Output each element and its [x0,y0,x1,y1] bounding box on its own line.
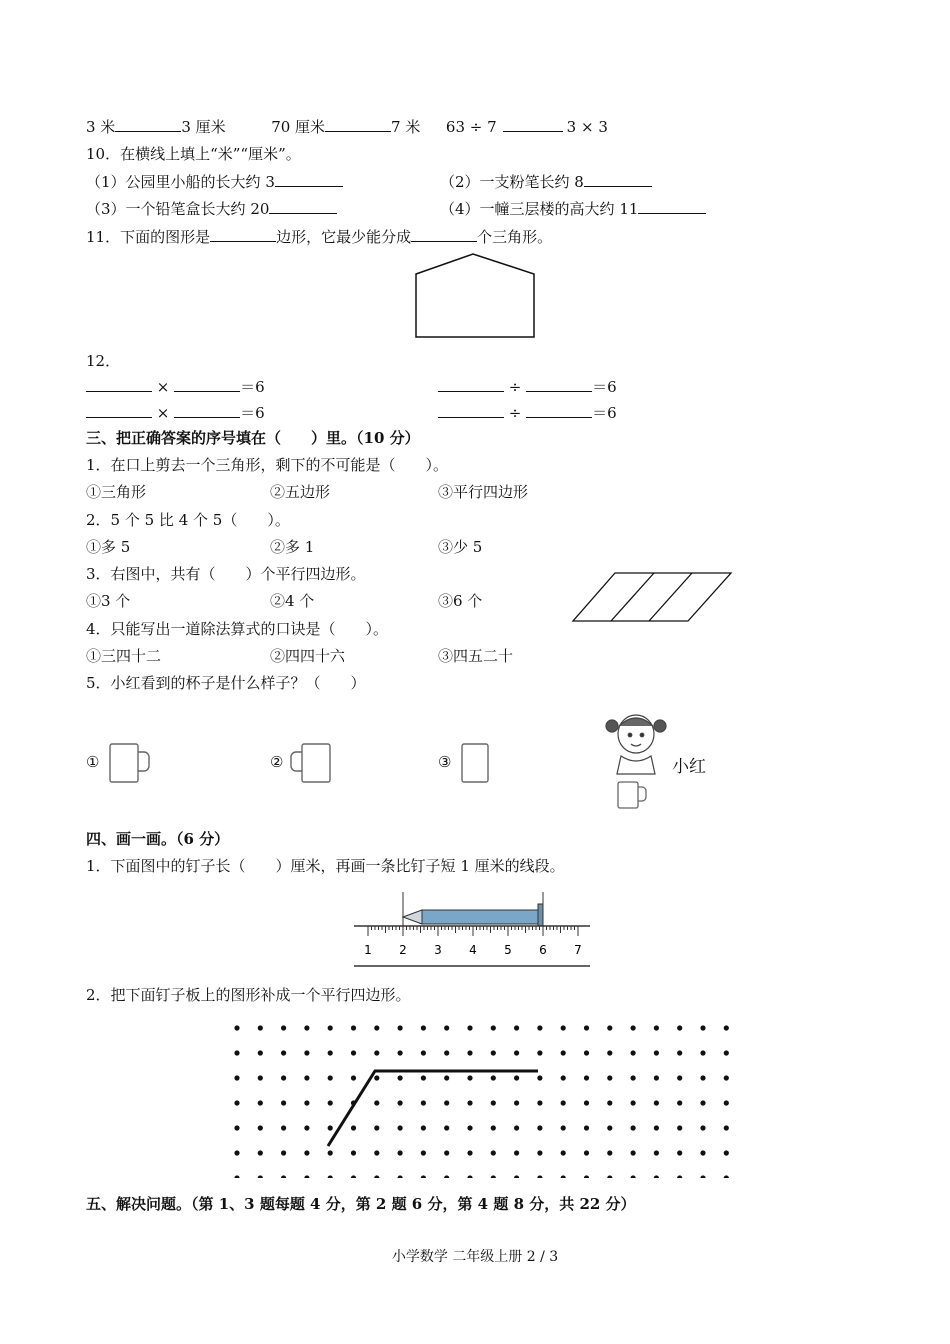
peg-dot [537,1150,542,1155]
peg-dot [444,1050,449,1055]
peg-dot [677,1175,682,1178]
peg-dot [398,1175,403,1178]
peg-dot [537,1100,542,1105]
peg-dot [281,1075,286,1080]
ruler-tick-label: 2 [399,943,407,957]
peg-dot [398,1050,403,1055]
peg-dot [514,1150,519,1155]
peg-dot [374,1075,379,1080]
answer-blank[interactable] [526,378,592,392]
peg-dot [631,1075,636,1080]
peg-dot [654,1050,659,1055]
q10-item-4: （4）一幢三层楼的高大约 11 [440,200,706,218]
peg-dot [491,1100,496,1105]
peg-dot [374,1050,379,1055]
ruler-tick-label: 7 [574,943,582,957]
peg-dot [491,1175,496,1178]
answer-blank[interactable] [438,404,504,418]
peg-dot [467,1100,472,1105]
peg-dot [258,1025,263,1030]
peg-dot [607,1100,612,1105]
peg-dot [374,1125,379,1130]
peg-dot [584,1025,589,1030]
peg-dot [328,1050,333,1055]
answer-blank[interactable] [584,173,652,187]
peg-dot [724,1125,729,1130]
peg-dot [631,1150,636,1155]
page-footer: 小学数学 二年级上册 2 / 3 [391,1249,559,1265]
s3-q3-opt-1: ①3 个 [86,592,131,610]
peg-dot [537,1125,542,1130]
peg-dot [258,1125,263,1130]
answer-blank[interactable] [174,404,240,418]
answer-blank[interactable] [269,200,337,214]
peg-dot [328,1075,333,1080]
peg-dot [514,1125,519,1130]
peg-dot [537,1025,542,1030]
peg-dot [514,1100,519,1105]
peg-dot [584,1150,589,1155]
ruler-tick-label: 4 [469,943,477,957]
peg-dot [421,1100,426,1105]
s3-q1-opt-1: ①三角形 [86,483,147,501]
q10-title: 10．在横线上填上“米”“厘米”。 [86,145,301,163]
peg-dot [700,1025,705,1030]
peg-dot [467,1025,472,1030]
ruler-tick-label: 6 [539,943,547,957]
peg-dot [234,1025,239,1030]
peg-dot [631,1025,636,1030]
peg-dot [631,1125,636,1130]
s3-q5-opt-3: ③ [438,753,452,771]
partial-shape-lines [328,1071,538,1146]
peg-dot [724,1175,729,1178]
s3-q3: 3．右图中，共有（ ）个平行四边形。 [86,565,366,583]
s4-q2: 2．把下面钉子板上的图形补成一个平行四边形。 [86,986,411,1004]
peg-dot [700,1100,705,1105]
s4-q1: 1．下面图中的钉子长（ ）厘米，再画一条比钉子短 1 厘米的线段。 [86,857,565,875]
peg-dot [491,1125,496,1130]
peg-dot [234,1075,239,1080]
peg-dot [467,1125,472,1130]
girl-figure [603,708,673,780]
peg-dot [304,1025,309,1030]
s3-q4: 4．只能写出一道除法算式的口诀是（ ）。 [86,620,389,638]
answer-blank[interactable] [86,404,152,418]
peg-dot [561,1175,566,1178]
peg-dot [374,1100,379,1105]
peg-dot [444,1150,449,1155]
peg-dot [281,1175,286,1178]
peg-dot [374,1025,379,1030]
peg-dot [700,1125,705,1130]
answer-blank[interactable] [275,173,343,187]
peg-dot [607,1075,612,1080]
peg-dot [398,1075,403,1080]
peg-dot [724,1075,729,1080]
peg-dot [584,1125,589,1130]
q10-item-2: （2）一支粉笔长约 8 [440,173,652,191]
peg-dot [281,1150,286,1155]
peg-dot [584,1075,589,1080]
peg-dot [700,1175,705,1178]
peg-dot [654,1100,659,1105]
peg-dot [654,1025,659,1030]
s3-q3-opt-2: ②4 个 [270,592,315,610]
peg-dot [537,1050,542,1055]
peg-dot [398,1125,403,1130]
peg-dot [444,1100,449,1105]
peg-dot [677,1050,682,1055]
peg-dot [561,1025,566,1030]
answer-blank[interactable] [638,200,706,214]
peg-dot [561,1050,566,1055]
peg-dot [234,1150,239,1155]
peg-dot [654,1125,659,1130]
answer-blank[interactable] [526,404,592,418]
answer-blank[interactable] [503,118,563,132]
q12-div-2: ÷ ＝6 [438,404,617,422]
peg-dot [421,1025,426,1030]
peg-dot [421,1125,426,1130]
s3-q1-opt-2: ②五边形 [270,483,331,501]
peg-dot [234,1175,239,1178]
s3-q2-opt-1: ①多 5 [86,538,131,556]
s3-q1-opt-3: ③平行四边形 [438,483,529,501]
peg-dot [514,1025,519,1030]
peg-dot [700,1075,705,1080]
peg-dot [351,1050,356,1055]
peg-dot [561,1100,566,1105]
peg-dot [281,1050,286,1055]
peg-dot [607,1025,612,1030]
peg-dot [304,1150,309,1155]
peg-dot [444,1175,449,1178]
s3-q3-opt-3: ③6 个 [438,592,483,610]
peg-dot [374,1175,379,1178]
peg-dot [304,1050,309,1055]
peg-dot [677,1025,682,1030]
s3-q1: 1．在口上剪去一个三角形，剩下的不可能是（ ）。 [86,456,449,474]
peg-dot [724,1050,729,1055]
answer-blank[interactable] [115,118,181,132]
peg-dot [421,1175,426,1178]
section-3-title: 三、把正确答案的序号填在（ ）里。（10 分） [86,429,420,447]
peg-dot [304,1100,309,1105]
ruler-tick-label: 3 [434,943,442,957]
q12-mul-2: × ＝6 [86,404,265,422]
peg-dot [677,1125,682,1130]
peg-dot [607,1050,612,1055]
peg-dot [258,1175,263,1178]
peg-dot [654,1175,659,1178]
peg-dot [351,1150,356,1155]
peg-dot [234,1050,239,1055]
answer-blank[interactable] [174,378,240,392]
peg-dot [328,1175,333,1178]
peg-dot [234,1100,239,1105]
peg-dot [304,1125,309,1130]
peg-dot [328,1150,333,1155]
peg-dot [258,1075,263,1080]
peg-dot [607,1175,612,1178]
peg-dot [467,1050,472,1055]
q10-item-1: （1）公园里小船的长大约 3 [86,173,343,191]
peg-dot [561,1075,566,1080]
peg-dot [677,1100,682,1105]
cup-handle-right-icon [106,740,154,788]
peg-dot [444,1075,449,1080]
peg-dot [351,1025,356,1030]
peg-dot [421,1075,426,1080]
peg-dot [514,1075,519,1080]
peg-dot [561,1150,566,1155]
peg-dot [374,1150,379,1155]
peg-dot [467,1150,472,1155]
peg-dot [491,1025,496,1030]
answer-blank[interactable] [86,378,152,392]
s3-q2-opt-3: ③少 5 [438,538,483,556]
parallelograms-figure [570,570,735,625]
peg-dot [724,1025,729,1030]
peg-dot [584,1050,589,1055]
pentagon-figure [410,250,540,342]
peg-dot [491,1075,496,1080]
peg-dot [537,1175,542,1178]
peg-dot [398,1150,403,1155]
peg-dot [700,1050,705,1055]
peg-dot [444,1125,449,1130]
s3-q2: 2．5 个 5 比 4 个 5（ ）。 [86,511,290,529]
peg-dot [724,1100,729,1105]
ruler-with-nail [350,888,595,970]
peg-dot [467,1175,472,1178]
peg-dot [584,1100,589,1105]
compare-row: 3 米 3 厘米 70 厘米 7 米 63 ÷ 7 3 × 3 [86,118,608,136]
girl-label: 小红 [672,757,706,777]
q11-text: 11．下面的图形是 边形，它最少能分成 个三角形。 [86,228,553,246]
ruler-tick-label: 5 [504,943,512,957]
peg-dot [631,1175,636,1178]
peg-dot [351,1075,356,1080]
peg-dot [281,1100,286,1105]
peg-dot [607,1125,612,1130]
peg-dot [514,1050,519,1055]
peg-dot [258,1150,263,1155]
peg-dot [561,1125,566,1130]
peg-dot [677,1150,682,1155]
peg-dot [491,1150,496,1155]
q12-mul-1: × ＝6 [86,378,265,396]
s3-q2-opt-2: ②多 1 [270,538,315,556]
q10-item-3: （3）一个铅笔盒长大约 20 [86,200,337,218]
q12-div-1: ÷ ＝6 [438,378,617,396]
peg-dot [700,1150,705,1155]
peg-dot [281,1025,286,1030]
peg-dot [607,1150,612,1155]
cup-handle-left-icon [288,740,338,788]
s3-q5-opt-1: ① [86,753,100,771]
cup-on-table-icon [614,778,654,812]
peg-dot [328,1100,333,1105]
s3-q4-opt-3: ③四五二十 [438,647,514,665]
answer-blank[interactable] [438,378,504,392]
answer-blank[interactable] [411,228,477,242]
peg-dot [281,1125,286,1130]
peg-dot [421,1050,426,1055]
peg-dot [467,1075,472,1080]
answer-blank[interactable] [210,228,276,242]
peg-dot [304,1075,309,1080]
s3-q5-opt-2: ② [270,753,284,771]
peg-dot [444,1025,449,1030]
peg-dot [258,1050,263,1055]
peg-dot [654,1150,659,1155]
s3-q4-opt-1: ①三四十二 [86,647,162,665]
answer-blank[interactable] [325,118,391,132]
q12-number: 12． [86,352,121,370]
peg-dot [654,1075,659,1080]
peg-dot [304,1175,309,1178]
ruler-tick-label: 1 [364,943,372,957]
peg-dot [351,1175,356,1178]
s3-q5: 5．小红看到的杯子是什么样子？（ ） [86,674,366,692]
cup-no-handle-icon [458,740,492,788]
peg-dot [514,1175,519,1178]
section-4-title: 四、画一画。（6 分） [86,830,230,848]
peg-dot [398,1025,403,1030]
peg-dot [328,1125,333,1130]
s3-q4-opt-2: ②四四十六 [270,647,346,665]
peg-dot [724,1150,729,1155]
peg-dot [677,1075,682,1080]
peg-dot [631,1100,636,1105]
peg-dot [234,1125,239,1130]
section-5-title: 五、解决问题。（第 1、3 题每题 4 分，第 2 题 6 分，第 4 题 8 分，共 22 分） [86,1195,636,1213]
peg-dot [537,1075,542,1080]
peg-dot [258,1100,263,1105]
peg-dot [421,1150,426,1155]
peg-dot [584,1175,589,1178]
peg-dot [491,1050,496,1055]
peg-dot [631,1050,636,1055]
peg-dot [351,1125,356,1130]
pegboard [225,1018,735,1178]
peg-dot [328,1025,333,1030]
peg-dot [398,1100,403,1105]
